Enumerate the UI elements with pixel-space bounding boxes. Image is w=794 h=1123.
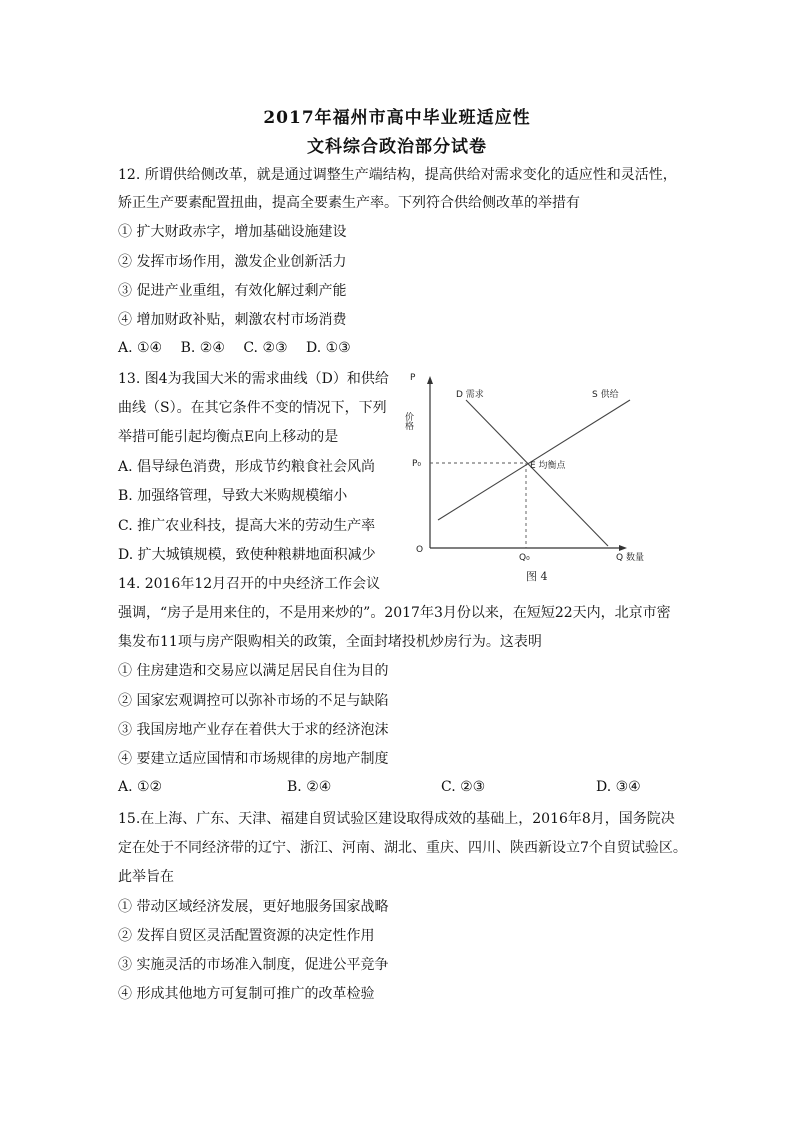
q15-item-3: ③ 实施灵活的市场准入制度，促进公平竞争: [118, 957, 389, 973]
q15-stem-line3: 此举旨在: [118, 869, 174, 885]
q12-choices: [118, 340, 365, 356]
supply-curve: [438, 400, 630, 520]
q14-choice-c[interactable]: C. ②③: [441, 779, 486, 795]
exam-title: 2017年福州市高中毕业班适应性: [263, 108, 531, 128]
q15-stem-line1: 15.在上海、广东、天津、福建自贸试验区建设取得成效的基础上，2016年8月，国务院决: [118, 811, 675, 827]
q12-choice-c[interactable]: C. ②③: [243, 340, 288, 356]
q14-choice-b[interactable]: B. ②④: [287, 779, 332, 795]
x-axis-arrow: [619, 545, 627, 551]
q12-stem-line2: 矫正生产要素配置扭曲，提高全要素生产率。下列符合供给侧改革的举措有: [118, 195, 580, 211]
p0-label: P₀: [412, 459, 422, 469]
y-axis-arrow: [427, 376, 433, 384]
q12-item-2: ② 发挥市场作用，激发企业创新活力: [118, 254, 347, 270]
q14-item-2: ② 国家宏观调控可以弥补市场的不足与缺陷: [118, 693, 389, 709]
y-axis-label-p: P: [410, 373, 416, 383]
q15-item-4: ④ 形成其他地方可复制可推广的改革检验: [118, 986, 375, 1002]
q15-stem-line2: 定在处于不同经济带的辽宁、浙江、河南、湖北、重庆、四川、陕西新设立7个自贸试验区。: [118, 840, 687, 856]
q0-label: Q₀: [519, 553, 530, 563]
q12-choice-a[interactable]: A. ①④: [118, 340, 163, 356]
demand-label: D 需求: [456, 390, 484, 400]
x-axis-label: Q 数量: [616, 553, 644, 563]
supply-demand-svg: [403, 370, 670, 586]
supply-demand-figure: [403, 370, 670, 586]
supply-label: S 供给: [592, 390, 619, 400]
q14-item-3: ③ 我国房地产业存在着供大于求的经济泡沫: [118, 722, 389, 738]
q14-stem-line1: 14. 2016年12月召开的中央经济工作会议: [118, 576, 381, 592]
q12-choice-d[interactable]: D. ①③: [306, 340, 351, 356]
q12-stem-line1: 12. 所谓供给侧改革，就是通过调整生产端结构，提高供给对需求变化的适应性和灵活性，: [118, 167, 677, 183]
q12-item-4: ④ 增加财政补贴，刺激农村市场消费: [118, 312, 347, 328]
q12-item-1: ① 扩大财政赤字，增加基础设施建设: [118, 224, 347, 240]
figure-caption: 图 4: [526, 570, 548, 583]
q13-choice-a[interactable]: A. 倡导绿色消费，形成节约粮食社会风尚: [118, 459, 376, 475]
q13-choice-b[interactable]: B. 加强络管理，导致大米购规模缩小: [118, 488, 348, 504]
q13-stem-line1: 13. 图4为我国大米的需求曲线（D）和供给: [118, 371, 389, 387]
q15-item-1: ① 带动区域经济发展，更好地服务国家战略: [118, 899, 389, 915]
origin-label: O: [416, 545, 424, 555]
q14-item-1: ① 住房建造和交易应以满足居民自住为目的: [118, 663, 389, 679]
exam-subtitle: 文科综合政治部分试卷: [307, 137, 487, 157]
q13-choice-d[interactable]: D. 扩大城镇规模，致使种粮耕地面积减少: [118, 547, 376, 563]
q14-stem-line3: 集发布11项与房产限购相关的政策，全面封堵投机炒房行为。这表明: [118, 634, 542, 650]
q13-stem-line2: 曲线（S）。在其它条件不变的情况下，下列: [118, 400, 387, 416]
q14-item-4: ④ 要建立适应国情和市场规律的房地产制度: [118, 751, 389, 767]
equilibrium-label: E 均衡点: [530, 461, 566, 471]
q14-stem-line2: 强调，“房子是用来住的，不是用来炒的”。2017年3月份以来，在短短22天内，北京市密: [118, 605, 671, 621]
q14-choice-a[interactable]: A. ①②: [118, 779, 163, 795]
q12-choice-b[interactable]: B. ②④: [180, 340, 225, 356]
q14-choice-d[interactable]: D. ③④: [596, 779, 641, 795]
q13-choice-c[interactable]: C. 推广农业科技，提高大米的劳动生产率: [118, 518, 376, 534]
y-axis-label-price: 价格: [403, 412, 413, 430]
q13-stem-line3: 举措可能引起均衡点E向上移动的是: [118, 429, 339, 445]
q15-item-2: ② 发挥自贸区灵活配置资源的决定性作用: [118, 928, 375, 944]
q12-item-3: ③ 促进产业重组，有效化解过剩产能: [118, 283, 347, 299]
demand-curve: [466, 400, 608, 546]
